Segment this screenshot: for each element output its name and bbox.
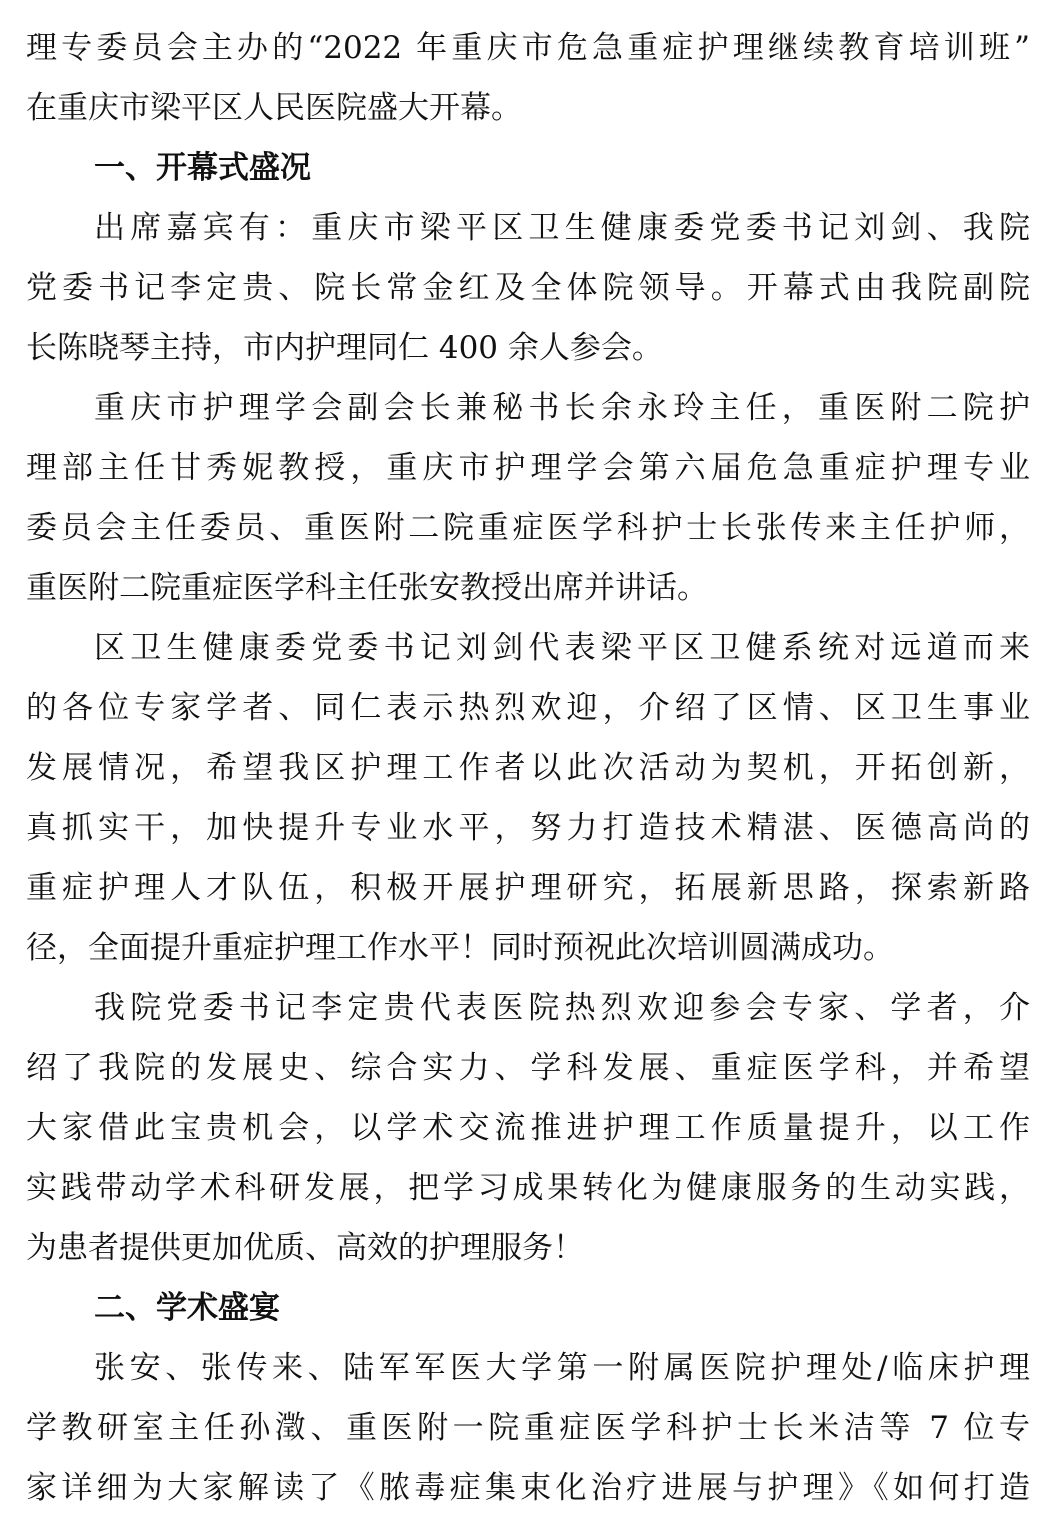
text-line: 家详细为大家解读了《脓毒症集束化治疗进展与护理》《如何打造 (26, 1470, 1030, 1506)
text-line: 在重庆市梁平区人民医院盛大开幕。 (26, 90, 522, 126)
text-line: 理专委员会主办的“2022 年重庆市危急重症护理继续教育培训班” (26, 30, 1030, 66)
text-line: 重症护理人才队伍，积极开展护理研究，拓展新思路，探索新路 (26, 870, 1030, 906)
text-line: 大家借此宝贵机会，以学术交流推进护理工作质量提升，以工作 (26, 1110, 1030, 1146)
text-line: 发展情况，希望我区护理工作者以此次活动为契机，开拓创新， (26, 750, 1030, 786)
text-line: 长陈晓琴主持，市内护理同仁 400 余人参会。 (26, 330, 663, 366)
text-line: 的各位专家学者、同仁表示热烈欢迎，介绍了区情、区卫生事业 (26, 690, 1030, 726)
document-page (26, 0, 1030, 1518)
text-line: 区卫生健康委党委书记刘剑代表梁平区卫健系统对远道而来 (94, 630, 1030, 666)
text-line: 理部主任甘秀妮教授，重庆市护理学会第六届危急重症护理专业 (26, 450, 1030, 486)
text-line: 出席嘉宾有：重庆市梁平区卫生健康委党委书记刘剑、我院 (94, 210, 1030, 246)
text-line: 学教研室主任孙澂、重医附一院重症医学科护士长米洁等 7 位专 (26, 1410, 1030, 1446)
text-line: 为患者提供更加优质、高效的护理服务！ (26, 1230, 584, 1266)
text-line: 重庆市护理学会副会长兼秘书长余永玲主任，重医附二院护 (94, 390, 1030, 426)
text-line: 我院党委书记李定贵代表医院热烈欢迎参会专家、学者，介 (94, 990, 1030, 1026)
section-heading: 二、学术盛宴 (94, 1290, 280, 1326)
text-line: 真抓实干，加快提升专业水平，努力打造技术精湛、医德高尚的 (26, 810, 1030, 846)
text-line: 绍了我院的发展史、综合实力、学科发展、重症医学科，并希望 (26, 1050, 1030, 1086)
section-heading: 一、开幕式盛况 (94, 150, 311, 186)
text-line: 张安、张传来、陆军军医大学第一附属医院护理处/临床护理 (94, 1350, 1030, 1386)
text-line: 委员会主任委员、重医附二院重症医学科护士长张传来主任护师， (26, 510, 1030, 546)
text-line: 重医附二院重症医学科主任张安教授出席并讲话。 (26, 570, 708, 606)
text-line: 实践带动学术科研发展，把学习成果转化为健康服务的生动实践， (26, 1170, 1030, 1206)
text-line: 径，全面提升重症护理工作水平！同时预祝此次培训圆满成功。 (26, 930, 894, 966)
text-line: 党委书记李定贵、院长常金红及全体院领导。开幕式由我院副院 (26, 270, 1030, 306)
